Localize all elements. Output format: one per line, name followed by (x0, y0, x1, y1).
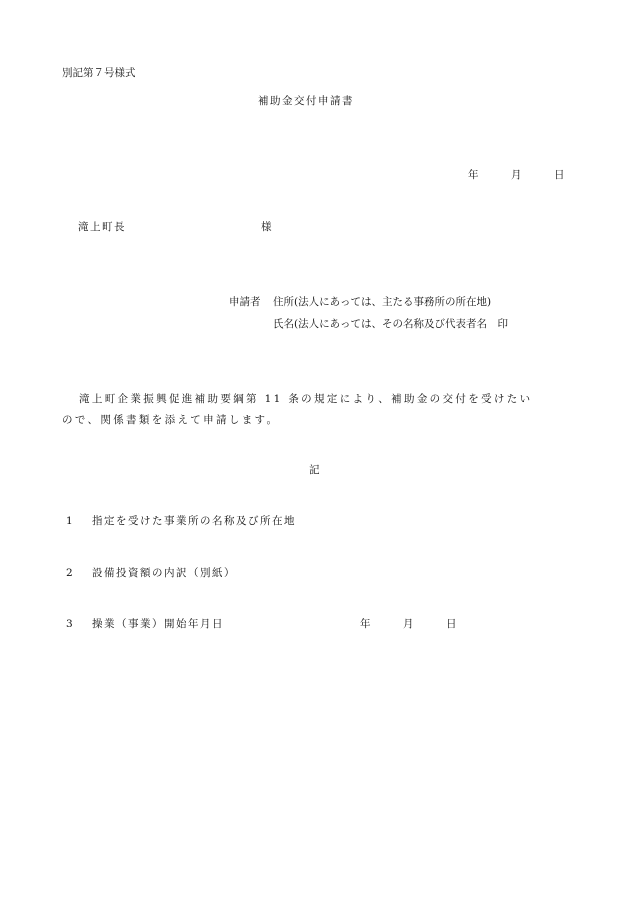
date-month-label: 月 (511, 169, 522, 181)
item-year-label: 年 (360, 618, 371, 630)
item-text: 指定を受けた事業所の名称及び所在地 (92, 515, 296, 527)
item-number: 2 (66, 567, 73, 579)
date-day-label: 日 (554, 169, 565, 181)
item-day-label: 日 (446, 618, 457, 630)
item-number: 3 (66, 618, 73, 630)
form-number: 別記第７号様式 (62, 67, 136, 79)
date-year-label: 年 (468, 169, 479, 181)
applicant-address-label: 住所(法人にあっては、主たる事務所の所在地) (273, 296, 492, 308)
body-text-line-2: ので、関係書類を添えて申請します。 (62, 414, 280, 426)
recipient-name: 滝上町長 (78, 221, 126, 233)
applicant-name-label: 氏名(法人にあっては、その名称及び代表者名 印 (273, 318, 508, 330)
item-month-label: 月 (403, 618, 414, 630)
document-title: 補助金交付申請書 (258, 95, 354, 107)
body-text-line-1: 滝上町企業振興促進補助要綱第 11 条の規定により、補助金の交付を受けたい (79, 393, 533, 405)
recipient-honorific: 様 (261, 221, 272, 233)
ki-heading: 記 (309, 464, 320, 476)
item-text: 設備投資額の内訳（別紙） (92, 567, 236, 579)
item-number: 1 (66, 515, 73, 527)
item-text: 操業（事業）開始年月日 (92, 618, 224, 630)
applicant-label: 申請者 (229, 296, 261, 308)
